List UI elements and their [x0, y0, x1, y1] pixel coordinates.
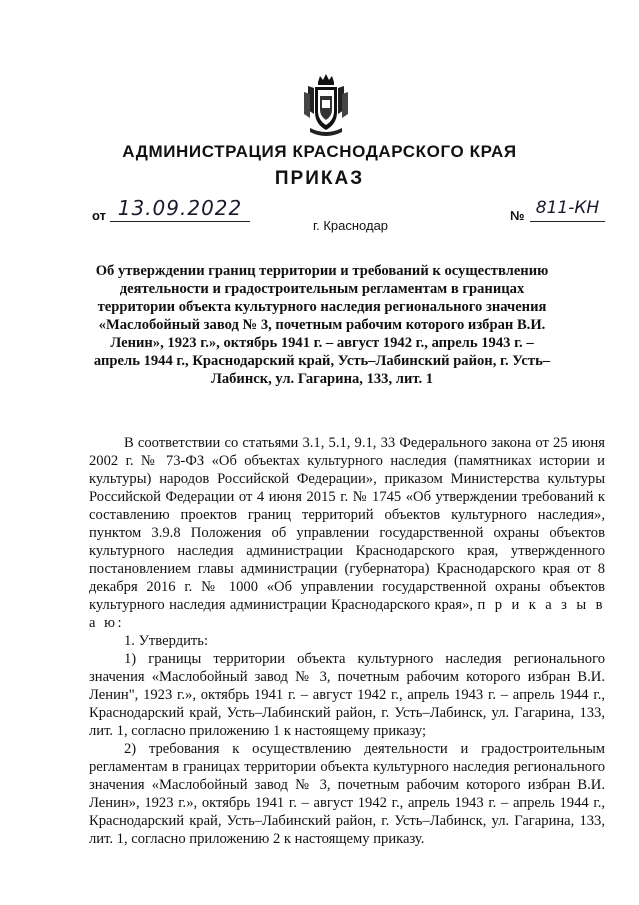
organization-title: АДМИНИСТРАЦИЯ КРАСНОДАРСКОГО КРАЯ: [122, 142, 517, 161]
document-body: [89, 434, 605, 848]
document-type: ПРИКАЗ: [274, 168, 365, 189]
intro-paragraph: [89, 434, 605, 632]
number-value: 811-КН: [530, 197, 605, 222]
coat-of-arms-icon: [300, 74, 352, 138]
item-1-1: 1) границы территории объекта культурного наследия регионального значения «Маслобойный завод № 3, почетным рабочим которого избран В.И. Ленин", 1923 г.», октябрь 1941 г. – август 1942 г., апрель 1943 г. – апрель 1944 г., Краснодарский край, Усть–Лабинский район, г. Усть–Лабинск, ул. Гагарина, 133, лит. 1, согласно приложению 1 к настоящему приказу;: [89, 651, 605, 739]
date-value: 13.09.2022: [110, 197, 250, 222]
number-label: №: [510, 208, 525, 223]
item-1-2: 2) требования к осуществлению деятельности и градостроительным регламентам в границах территории объекта культурного наследия регионального значения «Маслобойный завод № 3, почетным рабочим которого избран В.И. Ленин», 1923 г.», октябрь 1941 г. – август 1942 г., апрель 1943 г. – апрель 1944 г., Краснодарский край, Усть–Лабинский район, г. Усть–Лабинск, ул. Гагарина, 133, лит. 1, согласно приложению 2 к настоящему приказу.: [89, 741, 605, 847]
order-word: п р и к а з ы в а ю:: [89, 597, 606, 631]
date-label: от: [92, 208, 106, 223]
intro-text: В соответствии со статьями 3.1, 5.1, 9.1, 33 Федерального закона от 25 июня 2002 г. № 73-ФЗ «Об объектах культурного наследия (памятниках истории и культуры) народов Российской Федерации», приказом Министерства культуры Российской Федерации от 4 июня 2015 г. № 1745 «Об утверждении требований к составлению проектов границ территорий объектов культурного наследия», пунктом 3.9.8 Положения об управлении государственной охраны объектов культурного наследия администрации Краснодарского края, утвержденного постановлением главы администрации (губернатора) Краснодарского края от 8 декабря 2016 г. № 1000 «Об управлении государственной охраны объектов культурного наследия администрации Краснодарского края»,: [89, 435, 605, 613]
item-1: 1. Утвердить:: [124, 633, 209, 649]
document-subject: Об утверждении границ территории и требований к осуществлению деятельности и градостроительным регламентам в границах территории объекта культурного наследия регионального значения «Маслобойный завод № 3, почетным рабочим которого избран В.И. Ленин», 1923 г.», октябрь 1941 г. – август 1942 г., апрель 1943 г. – апрель 1944 г., Краснодарский край, Усть–Лабинский район, г. Усть–Лабинск, ул. Гагарина, 133, лит. 1: [93, 263, 551, 387]
city-label: г. Краснодар: [312, 218, 389, 233]
